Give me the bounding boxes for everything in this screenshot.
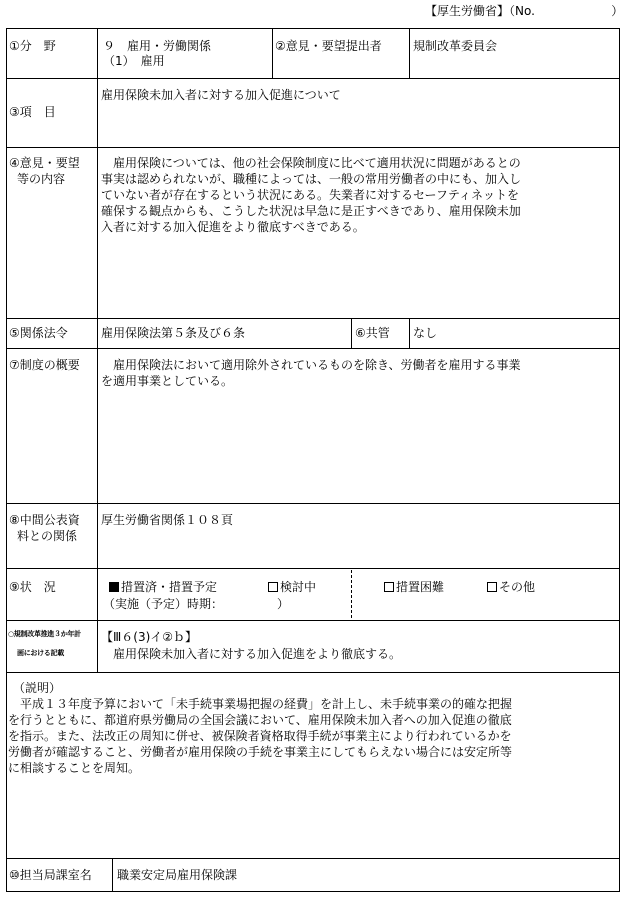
explanation-heading: （説明）: [13, 681, 62, 695]
plan-content: 雇用保険未加入者に対する加入促進をより徹底する。: [101, 647, 402, 661]
explanation-content: 平成１３年度予算において「未手続事業場把握の経費」を計上し、未手続事業の的確な把握 を行うとともに、都道府県労働局の全国会議において、雇用保険未加入者への加入促進の徹底 を指示。また、法改正の周知に併せ、被保険者資格取得手続が事業主により行われているかを 労働者が確認すること、労働者が雇用保険の手続を事業主にしてもらえない場合には安定所等 に相談することを周知。: [8, 697, 513, 775]
item-label: ③項 目: [9, 105, 56, 119]
status-option-implemented-label: 措置済・措置予定: [121, 580, 218, 594]
status-label: ⑨状 況: [9, 580, 56, 594]
item-value: 雇用保険未加入者に対する加入促進について: [101, 88, 341, 102]
status-option-implemented[interactable]: [109, 579, 217, 595]
system-overview-label: ⑦制度の概要: [9, 358, 80, 372]
checkbox-icon: [384, 582, 394, 592]
opinion-label-line2: 等の内容: [17, 172, 66, 186]
interim-label-line1: ⑧中間公表資: [9, 513, 80, 527]
field-value-subcategory: （1） 雇用: [103, 54, 165, 68]
related-law-label: ⑤関係法令: [9, 326, 68, 340]
joint-jurisdiction-value: なし: [413, 326, 438, 340]
plan-label-line1: ○規制改革推進３か年計: [8, 630, 81, 638]
status-option-difficult-label: 措置困難: [396, 580, 445, 594]
status-option-other[interactable]: [487, 579, 535, 595]
related-law-value: 雇用保険法第５条及び６条: [101, 326, 246, 340]
interim-label-line2: 料との関係: [17, 529, 78, 543]
checkbox-icon: [487, 582, 497, 592]
checkbox-checked-icon: [109, 582, 119, 592]
status-option-under-review-label: 検討中: [280, 580, 317, 594]
submitter-label: ②意見・要望提出者: [275, 39, 382, 53]
department-value: 職業安定局雇用保険課: [117, 868, 238, 882]
status-option-difficult[interactable]: [384, 579, 444, 595]
submitter-value: 規制改革委員会: [413, 39, 498, 53]
document-header: [425, 2, 623, 19]
opinion-label-line1: ④意見・要望: [9, 156, 80, 170]
number-close: ）: [611, 4, 624, 18]
field-label: ①分 野: [9, 39, 56, 53]
joint-jurisdiction-label: ⑥共管: [355, 326, 390, 340]
ministry-label: 【厚生労働省】（No.: [425, 4, 535, 18]
opinion-content: 雇用保険については、他の社会保険制度に比べて適用状況に問題があるとの 事実は認められないが、職種によっては、一般の常用労働者の中にも、加入し ていない者が存在するという状況にある。失業者に対するセーフティネットを 確保する観点からも、こうした状況は早急に是正すべきであり、雇用保険未加 入者に対する加入促進をより徹底すべきである。: [101, 156, 522, 234]
checkbox-icon: [268, 582, 278, 592]
plan-reference: 【Ⅲ６(3)イ②ｂ】: [101, 630, 198, 644]
department-label: ⑩担当局課室名: [9, 868, 92, 882]
plan-label-line2: 画における記載: [17, 649, 64, 657]
implementation-schedule: （実施（予定）時期： ）: [103, 597, 290, 611]
interim-value: 厚生労働省関係１０８頁: [101, 513, 234, 527]
field-value-category: ９ 雇用・労働関係: [103, 39, 212, 53]
status-option-other-label: その他: [499, 580, 536, 594]
status-option-under-review[interactable]: [268, 579, 316, 595]
system-overview-content: 雇用保険法において適用除外されているものを除き、労働者を雇用する事業 を適用事業としている。: [101, 358, 521, 388]
